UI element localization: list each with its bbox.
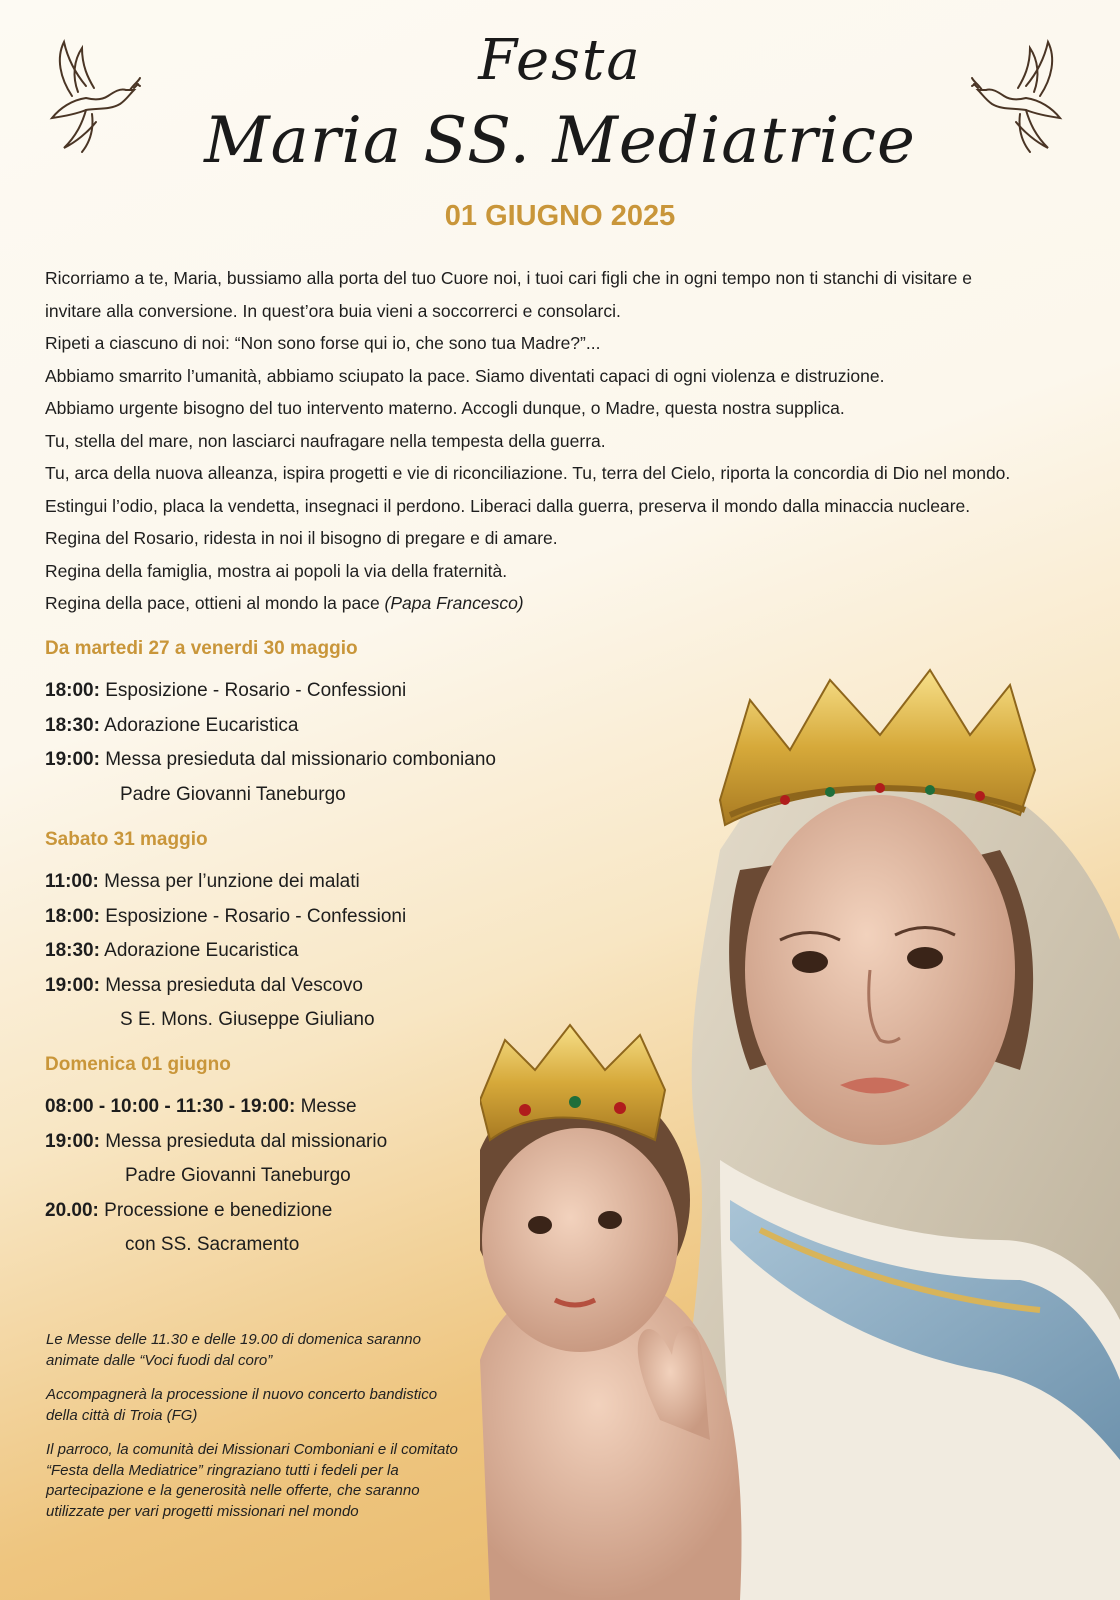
prayer-line: Tu, stella del mare, non lasciarci naufragare nella tempesta della guerra. bbox=[45, 430, 606, 451]
row-time: 20.00: bbox=[45, 1199, 99, 1221]
row-text: Messa per l’unzione dei malati bbox=[104, 871, 360, 892]
schedule-row bbox=[45, 1125, 645, 1160]
section-heading: Domenica 01 giugno bbox=[45, 1054, 231, 1075]
footer-notes bbox=[46, 1330, 466, 1536]
row-text: Adorazione Eucaristica bbox=[104, 714, 299, 736]
title-line-1: Festa bbox=[478, 28, 642, 93]
prayer-text bbox=[45, 262, 1075, 620]
prayer-attribution: (Papa Francesco) bbox=[384, 593, 524, 613]
row-text: Esposizione - Rosario - Confessioni bbox=[105, 680, 407, 701]
schedule-row-continued: Padre Giovanni Taneburgo bbox=[125, 1165, 351, 1186]
row-time: 08:00 - 10:00 - 11:30 - 19:00: bbox=[45, 1096, 296, 1117]
prayer-line-last bbox=[45, 587, 1075, 620]
row-time: 19:00: bbox=[45, 974, 100, 996]
schedule-row bbox=[45, 865, 645, 900]
schedule-row bbox=[45, 969, 645, 1004]
schedule-section-1 bbox=[45, 638, 645, 812]
prayer-line: Estingui l’odio, placa la vendetta, insegnaci il perdono. Liberaci dalla guerra, preserva il mondo dalla minaccia nucleare. bbox=[45, 495, 971, 516]
schedule-row bbox=[45, 934, 645, 969]
row-text: Messa presieduta dal missionario comboniano bbox=[105, 749, 496, 770]
note: Accompagnerà la processione il nuovo concerto bandistico della città di Troia (FG) bbox=[46, 1386, 438, 1424]
row-time: 18:30: bbox=[45, 940, 100, 961]
row-time: 11:00: bbox=[45, 871, 99, 892]
section-heading: Sabato 31 maggio bbox=[45, 829, 208, 850]
row-text: Esposizione - Rosario - Confessioni bbox=[105, 905, 407, 927]
note: Il parroco, la comunità dei Missionari Comboniani e il comitato “Festa della Mediatrice” ringraziano tutti i fedeli per la partecipazione e la generosità nelle offerte, che saranno utilizzate per vari progetti missionari nel mondo bbox=[46, 1441, 458, 1520]
row-text: Messa presieduta dal Vescovo bbox=[105, 974, 363, 996]
schedule-row bbox=[45, 1194, 645, 1229]
row-text: Messa presieduta dal missionario bbox=[105, 1130, 388, 1152]
event-date: 01 GIUGNO 2025 bbox=[444, 200, 676, 232]
row-time: 18:00: bbox=[45, 680, 100, 701]
schedule-row-continued: S E. Mons. Giuseppe Giuliano bbox=[120, 1009, 375, 1030]
title-line-2: Maria SS. Mediatrice bbox=[204, 104, 916, 178]
schedule-row bbox=[45, 1090, 645, 1125]
row-text: Messe bbox=[300, 1096, 357, 1117]
prayer-line: Abbiamo urgente bisogno del tuo intervento materno. Accogli dunque, o Madre, questa nostra supplica. bbox=[45, 398, 845, 418]
row-time: 18:30: bbox=[45, 714, 100, 736]
schedule-row bbox=[45, 709, 645, 744]
row-time: 19:00: bbox=[45, 1130, 100, 1152]
prayer-last-text: Regina della pace, ottieni al mondo la pace bbox=[45, 593, 380, 613]
prayer-line: Tu, arca della nuova alleanza, ispira progetti e vie di riconciliazione. Tu, terra del Cielo, riporta la concordia di Dio nel mondo. bbox=[45, 463, 1011, 483]
row-text: Adorazione Eucaristica bbox=[104, 940, 299, 961]
schedule-row-continued: con SS. Sacramento bbox=[125, 1234, 300, 1255]
schedule-row bbox=[45, 743, 645, 778]
row-time: 18:00: bbox=[45, 905, 100, 927]
prayer-line: Ricorriamo a te, Maria, bussiamo alla porta del tuo Cuore noi, i tuoi cari figli che in ogni tempo non ti stanchi di visitare e bbox=[45, 268, 972, 288]
schedule-section-3 bbox=[45, 1054, 645, 1263]
row-text: Processione e benedizione bbox=[104, 1199, 333, 1221]
prayer-line: Abbiamo smarrito l’umanità, abbiamo sciupato la pace. Siamo diventati capaci di ogni violenza e distruzione. bbox=[45, 365, 885, 386]
prayer-line: Regina della famiglia, mostra ai popoli la via della fraternità. bbox=[45, 560, 508, 581]
prayer-line: Ripeti a ciascuno di noi: “Non sono forse qui io, che sono tua Madre?”... bbox=[45, 333, 601, 353]
schedule-row bbox=[45, 674, 645, 709]
prayer-line: Regina del Rosario, ridesta in noi il bisogno di pregare e di amare. bbox=[45, 528, 558, 548]
row-time: 19:00: bbox=[45, 749, 100, 770]
schedule-section-2 bbox=[45, 829, 645, 1038]
section-heading: Da martedi 27 a venerdi 30 maggio bbox=[45, 638, 358, 659]
schedule-row bbox=[45, 900, 645, 935]
prayer-line: invitare alla conversione. In quest’ora buia vieni a soccorrerci e consolarci. bbox=[45, 300, 621, 321]
note: Le Messe delle 11.30 e delle 19.00 di domenica saranno animate dalle “Voci fuodi dal coro” bbox=[46, 1331, 421, 1369]
schedule-row-continued: Padre Giovanni Taneburgo bbox=[120, 783, 346, 805]
